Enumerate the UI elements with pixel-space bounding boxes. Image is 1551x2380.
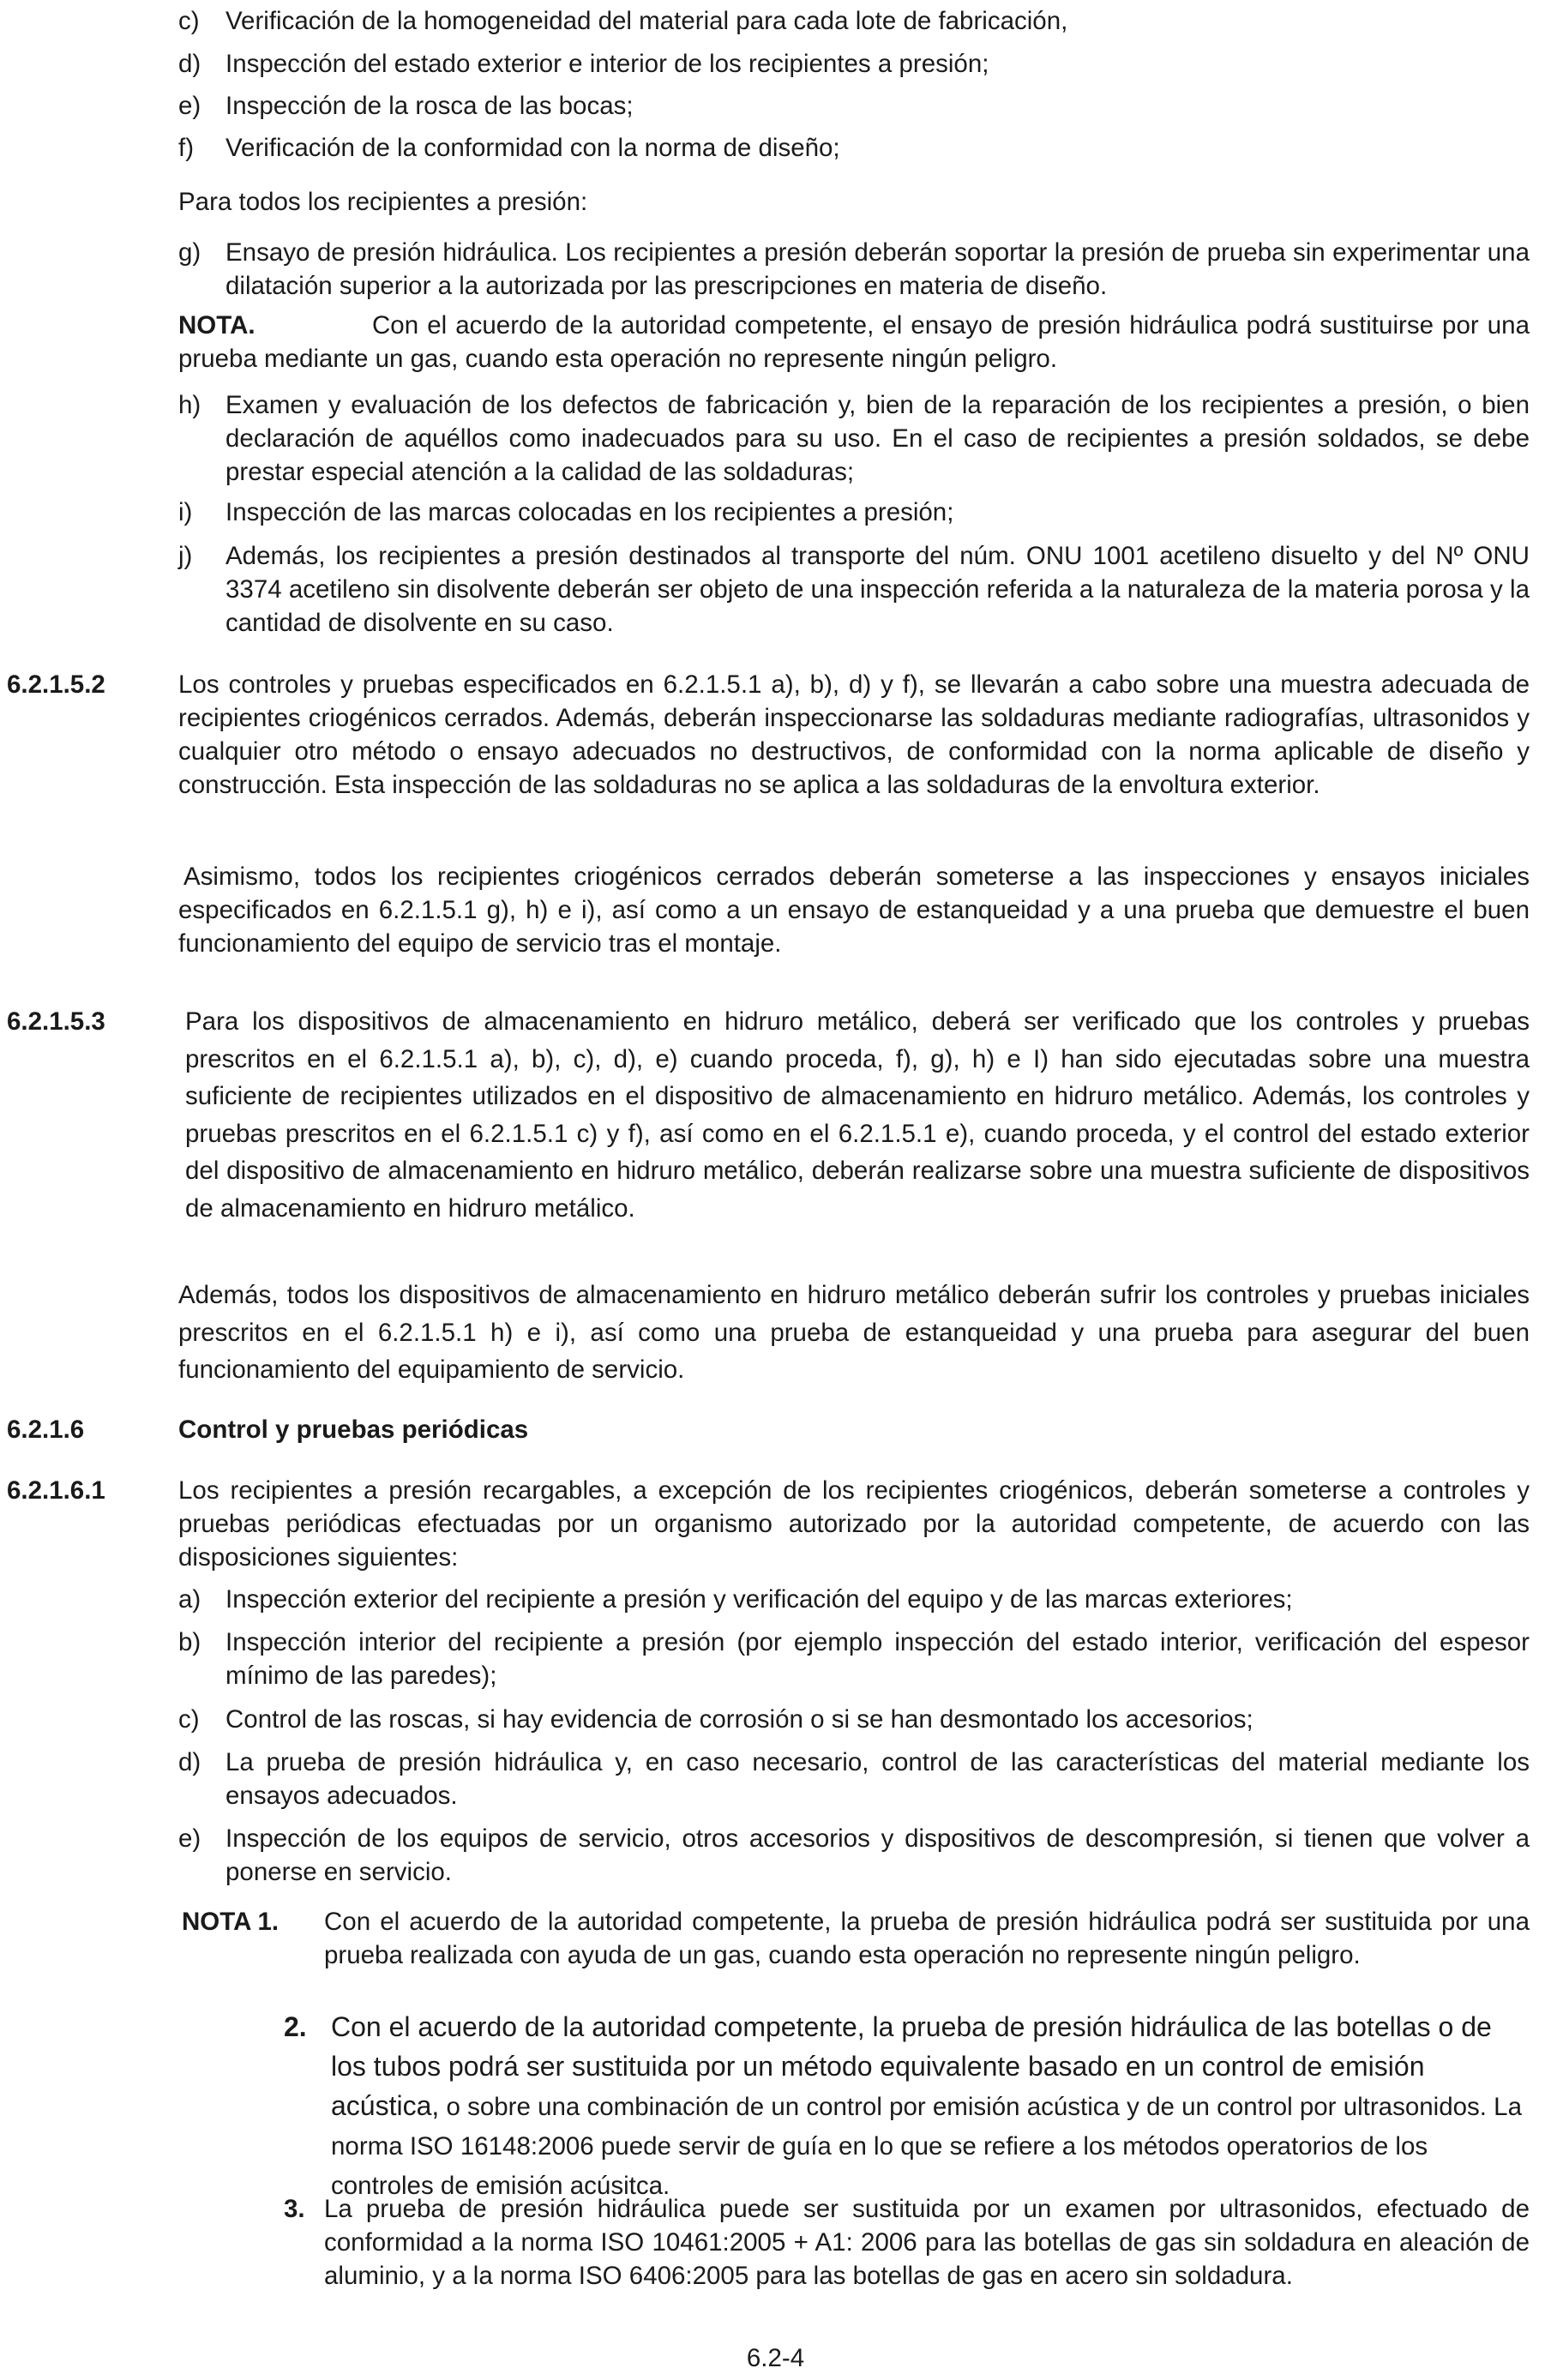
item-text: Inspección de las marcas colocadas en los recipientes a presión; xyxy=(225,498,954,526)
note-2-text-rest: o sobre una combinación de un control por emisión acústica y de un control por ultrasonidos. La norma ISO 16148:2006 puede servir de guía en lo que se refiere a los métodos operatorios de los controles de emisión acúsitca. xyxy=(331,2093,1522,2200)
section-paragraph: Los recipientes a presión recargables, a excepción de los recipientes criogénicos, deberán someterse a controles y pruebas periódicas efectuadas por un organismo autorizado por la autoridad competente, de acuerdo con las disposiciones siguientes: xyxy=(178,1476,1530,1572)
item-text: Inspección de la rosca de las bocas; xyxy=(225,92,634,120)
nota-text: Con el acuerdo de la autoridad competente, el ensayo de presión hidráulica podrá sustituirse por una prueba mediante un gas, cuando esta operación no represente ningún peligro. xyxy=(178,311,1530,373)
section-number: 6.2.1.6.1 xyxy=(7,1476,105,1505)
item-label: h) xyxy=(178,391,201,419)
section-number: 6.2.1.6 xyxy=(7,1415,85,1444)
item-label: b) xyxy=(178,1628,201,1656)
item-label: g) xyxy=(178,238,201,267)
section-paragraph: Además, todos los dispositivos de almacenamiento en hidruro metálico deberán sufrir los controles y pruebas iniciales prescritos en el 6.2.1.5.1 h) e i), así como una prueba de estanqueidad y una prueba para asegurar del buen funcionamiento del equipamiento de servicio. xyxy=(178,1281,1530,1384)
para-all: Para todos los recipientes a presión: xyxy=(178,188,588,216)
item-text: Verificación de la conformidad con la norma de diseño; xyxy=(225,134,840,162)
section-paragraph: Los controles y pruebas especificados en 6.2.1.5.1 a), b), d) y f), se llevarán a cabo sobre una muestra adecuada de recipientes criogénicos cerrados. Además, deberán inspeccionarse las soldaduras mediante radiografías, ultrasonidos y cualquier otro método o ensayo adecuados no destructivos, de conformidad con la norma aplicable de diseño y construcción. Esta inspección de las soldaduras no se aplica a las soldaduras de la envoltura exterior. xyxy=(178,670,1530,799)
note-1-text: Con el acuerdo de la autoridad competente, la prueba de presión hidráulica podrá ser sustituida por una prueba realizada con ayuda de un gas, cuando esta operación no represente ningún peligro. xyxy=(324,1908,1530,1969)
section-number: 6.2.1.5.2 xyxy=(7,670,105,699)
item-text: Inspección del estado exterior e interior de los recipientes a presión; xyxy=(225,50,989,78)
item-label: e) xyxy=(178,92,201,120)
item-text: La prueba de presión hidráulica y, en caso necesario, control de las características del material mediante los ensayos adecuados. xyxy=(225,1748,1530,1810)
item-text: Inspección de los equipos de servicio, otros accesorios y dispositivos de descompresión, si tienen que volver a ponerse en servicio. xyxy=(225,1824,1530,1886)
item-label: d) xyxy=(178,1748,201,1776)
section-number: 6.2.1.5.3 xyxy=(7,1007,105,1036)
item-text: Inspección interior del recipiente a presión (por ejemplo inspección del estado interior, verificación del espesor mínimo de las paredes); xyxy=(225,1628,1530,1690)
section-paragraph: Asimismo, todos los recipientes criogénicos cerrados deberán someterse a las inspecciones y ensayos iniciales especificados en 6.2.1.5.1 g), h) e i), así como a un ensayo de estanqueidad y a una prueba que demuestre el buen funcionamiento del equipo de servicio tras el montaje. xyxy=(178,862,1530,958)
item-label: j) xyxy=(178,542,193,570)
page-number: 6.2-4 xyxy=(746,2344,805,2372)
note-label: 2. xyxy=(284,2011,307,2042)
item-label: i) xyxy=(178,498,193,526)
nota-label: NOTA. xyxy=(178,311,255,340)
item-label: d) xyxy=(178,50,201,78)
item-text: Verificación de la homogeneidad del material para cada lote de fabricación, xyxy=(225,7,1068,35)
item-label: e) xyxy=(178,1824,201,1853)
item-label: a) xyxy=(178,1585,201,1614)
item-label: c) xyxy=(178,7,200,35)
note-3-text: La prueba de presión hidráulica puede ser sustituida por un examen por ultrasonidos, efectuado de conformidad a la norma ISO 10461:2005 + A1: 2006 para las botellas de gas sin soldadura en aleación de aluminio, y a la norma ISO 6406:2005 para las botellas de gas en acero sin soldadura. xyxy=(324,2195,1530,2290)
section-title: Control y pruebas periódicas xyxy=(178,1415,529,1444)
section-paragraph: Para los dispositivos de almacenamiento en hidruro metálico, deberá ser verificado que los controles y pruebas prescritos en el 6.2.1.5.1 a), b), c), d), e) cuando proceda, f), g), h) e I) han sido ejecutadas sobre una muestra suficiente de recipientes utilizados en el dispositivo de almacenamiento en hidruro metálico. Además, los controles y pruebas prescritos en el 6.2.1.5.1 c) y f), así como en el 6.2.1.5.1 e), cuando proceda, y el control del estado exterior del dispositivo de almacenamiento en hidruro metálico, deberán realizarse sobre una muestra suficiente de dispositivos de almacenamiento en hidruro metálico. xyxy=(185,1007,1530,1223)
note-label: 3. xyxy=(284,2195,305,2223)
item-text: Control de las roscas, si hay evidencia de corrosión o si se han desmontado los accesorios; xyxy=(225,1705,1253,1734)
item-text: Examen y evaluación de los defectos de fabricación y, bien de la reparación de los recipientes a presión, o bien declaración de aquéllos como inadecuados para su uso. En el caso de recipientes a presión soldados, se debe prestar especial atención a la calidad de las soldaduras; xyxy=(225,391,1530,486)
note-2-text xyxy=(331,2007,1530,2206)
note-2-text-lead: Con el acuerdo de la autoridad competente, la prueba de presión hidráulica de las botellas o de los tubos podrá ser sustituida por un método equivalente basado en un control de emisión acústica, xyxy=(331,2011,1492,2121)
item-text: Inspección exterior del recipiente a presión y verificación del equipo y de las marcas exteriores; xyxy=(225,1585,1293,1614)
item-label: f) xyxy=(178,134,195,162)
note-label: NOTA 1. xyxy=(182,1908,280,1936)
item-text: Ensayo de presión hidráulica. Los recipientes a presión deberán soportar la presión de prueba sin experimentar una dilatación superior a la autorizada por las prescripciones en materia de diseño. xyxy=(225,238,1530,300)
item-label: c) xyxy=(178,1705,200,1734)
item-text: Además, los recipientes a presión destinados al transporte del núm. ONU 1001 acetileno disuelto y del Nº ONU 3374 acetileno sin disolvente deberán ser objeto de una inspección referida a la naturaleza de la materia porosa y la cantidad de disolvente en su caso. xyxy=(225,542,1530,637)
